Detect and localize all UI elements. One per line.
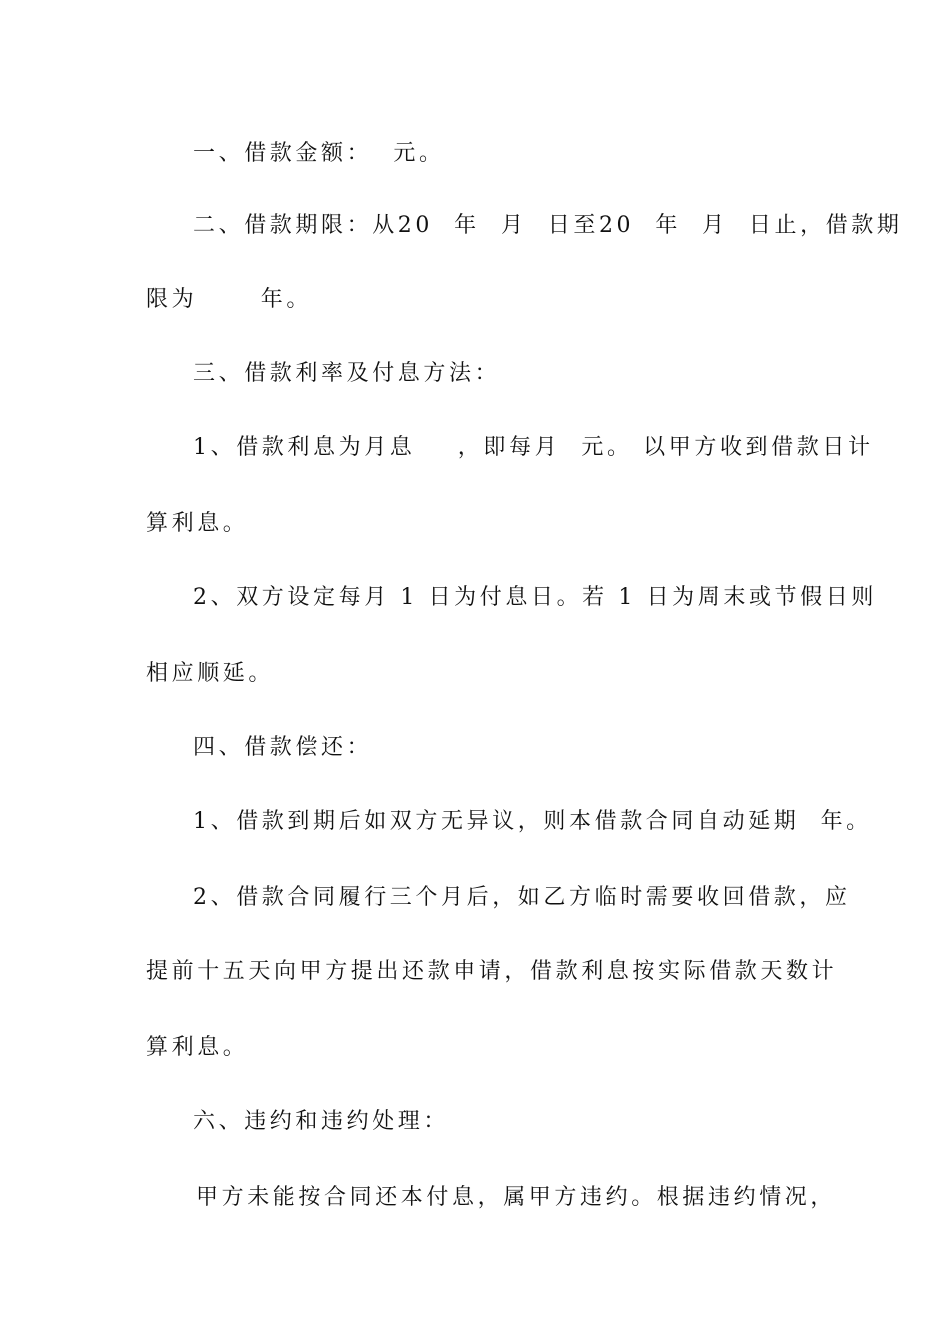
clause-4-heading: 四、借款偿还： (193, 735, 373, 760)
clause-6-body: 甲方未能按合同还本付息，属甲方违约。根据违约情况， (196, 1185, 837, 1210)
clause-2-term-cont: 限为 年。 (146, 287, 312, 312)
clause-4-item-2-cont2: 算利息。 (146, 1035, 249, 1060)
clause-4-item-2-cont: 提前十五天向甲方提出还款申请，借款利息按实际借款天数计 (146, 959, 838, 984)
clause-3-item-2-cont: 相应顺延。 (146, 661, 275, 686)
clause-4-item-2: 2、借款合同履行三个月后，如乙方临时需要收回借款，应 (193, 885, 851, 910)
clause-3-item-1: 1、借款利息为月息 ，即每月 元。 以甲方收到借款日计 (193, 435, 874, 460)
clause-2-term: 二、借款期限：从20 年 月 日至20 年 月 日止，借款期 (193, 213, 903, 238)
clause-6-heading: 六、违约和违约处理： (193, 1109, 450, 1134)
clause-4-item-1: 1、借款到期后如双方无异议，则本借款合同自动延期 年。 (193, 809, 872, 834)
clause-3-heading: 三、借款利率及付息方法： (193, 361, 501, 386)
clause-1-amount: 一、借款金额： 元。 (193, 141, 445, 166)
clause-3-item-1-cont: 算利息。 (146, 511, 249, 536)
clause-3-item-2: 2、双方设定每月 1 日为付息日。若 1 日为周末或节假日则 (193, 585, 877, 610)
